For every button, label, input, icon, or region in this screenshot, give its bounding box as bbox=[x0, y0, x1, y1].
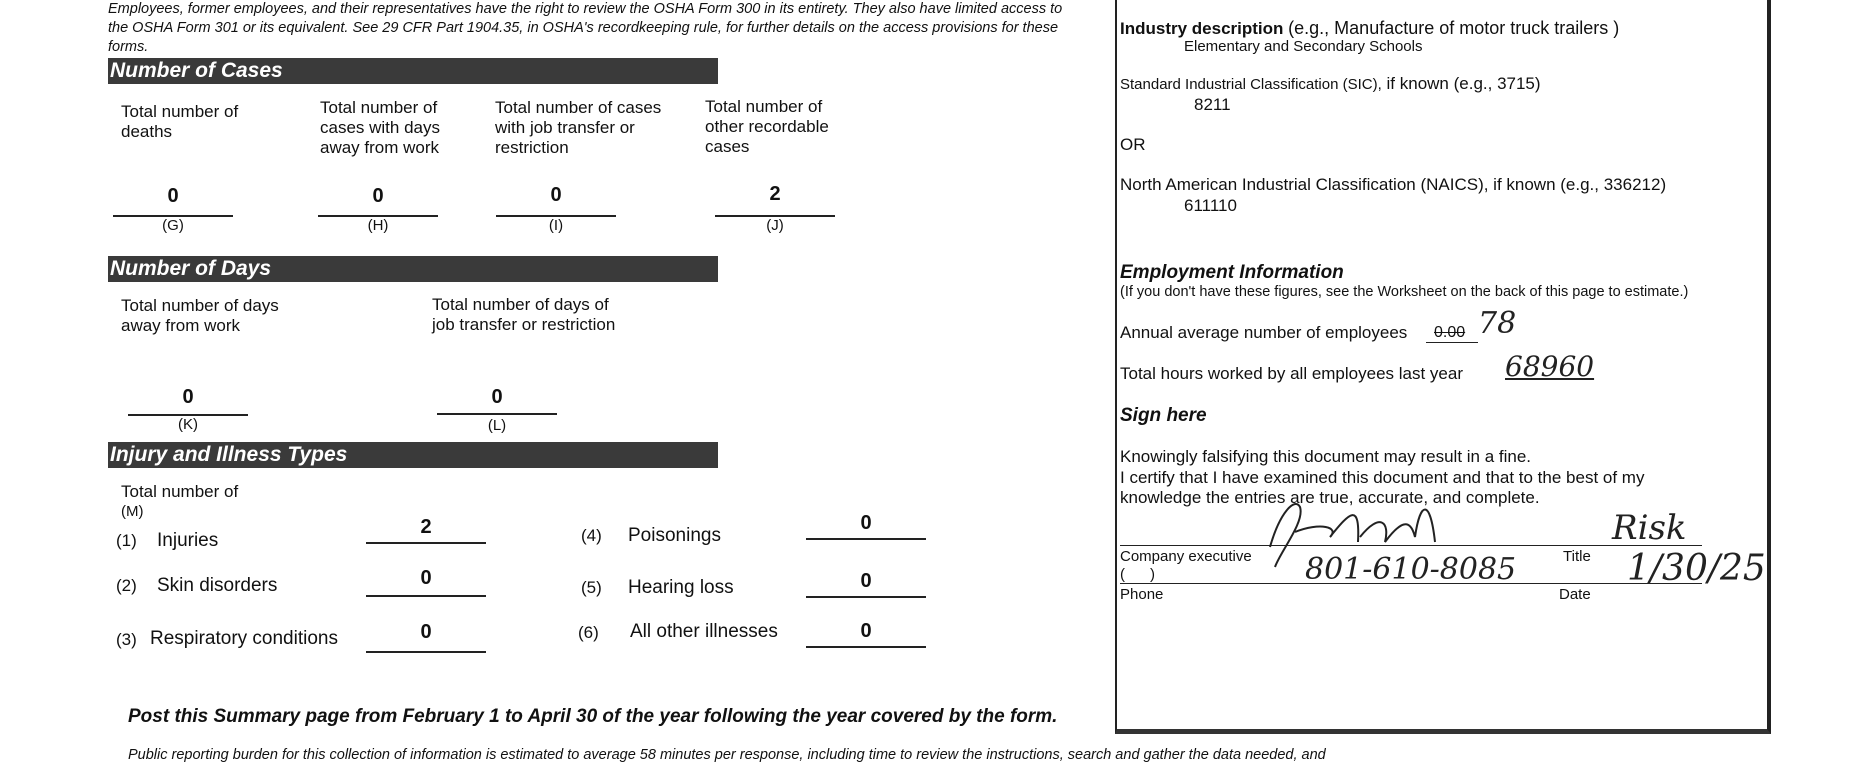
days-transfer-line bbox=[437, 413, 557, 415]
naics-value: 611110 bbox=[1184, 196, 1237, 215]
other-illnesses-label: All other illnesses bbox=[630, 621, 778, 642]
burden-statement: Public reporting burden for this collection of information is estimated to average 58 minutes per response, including time to review the instructions, search and gather the data needed, and bbox=[128, 747, 1326, 763]
industry-value: Elementary and Secondary Schools bbox=[1184, 38, 1423, 55]
section-header-types: Injury and Illness Types bbox=[108, 442, 718, 468]
days-transfer-label: Total number of days of job transfer or restriction bbox=[432, 295, 616, 334]
access-notice: Employees, former employees, and their representatives have the right to review the OSHA Form 300 in its entirety. They also have limited access to the OSHA Form 301 or its equivalent. See 29 CFR Part 1904.35, in OSHA's recordkeeping rule, for further details on the access provisions for these forms. bbox=[108, 1, 1063, 55]
industry-description-row bbox=[1120, 18, 1619, 39]
job-transfer-cases-value: 0 bbox=[550, 184, 562, 206]
sic-value: 8211 bbox=[1194, 95, 1231, 114]
naics-label: North American Industrial Classification (NAICS), if known (e.g., 336212) bbox=[1120, 175, 1667, 194]
type-num-1: (1) bbox=[116, 531, 137, 550]
job-transfer-cases-label: Total number of cases with job transfer or restriction bbox=[495, 98, 662, 157]
title-handwritten: Risk bbox=[1612, 508, 1687, 548]
date-handwritten: 1/30/25 bbox=[1627, 548, 1766, 589]
letter-k: (K) bbox=[178, 416, 198, 433]
employment-info-title: Employment Information bbox=[1120, 262, 1344, 283]
skin-disorders-line bbox=[366, 595, 486, 597]
falsify-warning: Knowingly falsifying this document may result in a fine. bbox=[1120, 447, 1532, 466]
injuries-label: Injuries bbox=[157, 530, 219, 551]
injuries-line bbox=[366, 542, 486, 544]
phone-label: Phone bbox=[1120, 586, 1164, 603]
letter-g: (G) bbox=[162, 217, 184, 234]
annual-employees-handwritten: 78 bbox=[1478, 306, 1517, 341]
post-notice: Post this Summary page from February 1 to April 30 of the year following the year covered by the form. bbox=[128, 706, 1058, 727]
other-illnesses-value: 0 bbox=[860, 620, 872, 642]
total-hours-label: Total hours worked by all employees last year bbox=[1120, 364, 1463, 383]
letter-l: (L) bbox=[487, 417, 507, 434]
letter-m: (M) bbox=[121, 503, 144, 520]
hearing-loss-value: 0 bbox=[860, 570, 872, 592]
respiratory-label: Respiratory conditions bbox=[150, 628, 338, 649]
type-num-2: (2) bbox=[116, 576, 137, 595]
annual-employees-label: Annual average number of employees bbox=[1120, 323, 1408, 342]
phone-handwritten: 801-610-8085 bbox=[1305, 552, 1517, 587]
total-hours-handwritten: 68960 bbox=[1505, 350, 1595, 383]
or-label: OR bbox=[1120, 135, 1146, 154]
date-label: Date bbox=[1559, 586, 1591, 603]
company-executive-label: Company executive bbox=[1120, 548, 1252, 565]
phone-date-line bbox=[1120, 583, 1702, 584]
days-away-label: Total number of days away from work bbox=[121, 296, 279, 335]
days-transfer-value: 0 bbox=[491, 386, 503, 408]
deaths-label: Total number of deaths bbox=[121, 102, 239, 141]
other-illnesses-line bbox=[806, 646, 926, 648]
days-away-cases-label: Total number of cases with days away from work bbox=[320, 98, 440, 157]
industry-label: Industry description bbox=[1120, 19, 1284, 38]
sic-hint: if known (e.g., 3715) bbox=[1386, 74, 1541, 93]
annual-employees-line bbox=[1426, 342, 1478, 343]
skin-disorders-label: Skin disorders bbox=[157, 575, 278, 596]
types-heading: Total number of bbox=[121, 482, 239, 501]
employment-info-hint: (If you don't have these figures, see the Worksheet on the back of this page to estimate.) bbox=[1120, 284, 1689, 300]
sign-here-title: Sign here bbox=[1120, 405, 1207, 426]
respiratory-value: 0 bbox=[420, 621, 432, 643]
annual-employees-typed: 0.00 bbox=[1434, 324, 1466, 341]
hearing-loss-line bbox=[806, 596, 926, 598]
phone-area-code: ( ) bbox=[1120, 566, 1155, 583]
days-away-cases-value: 0 bbox=[372, 185, 384, 207]
respiratory-line bbox=[366, 651, 486, 653]
deaths-value: 0 bbox=[167, 185, 179, 207]
poisonings-label: Poisonings bbox=[628, 525, 721, 546]
sic-row bbox=[1120, 74, 1541, 95]
industry-hint: (e.g., Manufacture of motor truck trailers ) bbox=[1288, 18, 1620, 38]
letter-h: (H) bbox=[367, 217, 389, 234]
injuries-value: 2 bbox=[420, 516, 432, 538]
poisonings-value: 0 bbox=[860, 512, 872, 534]
type-num-5: (5) bbox=[581, 578, 602, 597]
title-label: Title bbox=[1563, 548, 1591, 565]
days-away-value: 0 bbox=[182, 386, 194, 408]
type-num-4: (4) bbox=[581, 526, 602, 545]
letter-i: (I) bbox=[548, 217, 564, 234]
section-header-cases: Number of Cases bbox=[108, 58, 718, 84]
hearing-loss-label: Hearing loss bbox=[628, 577, 734, 598]
other-recordable-label: Total number of other recordable cases bbox=[705, 97, 829, 156]
type-num-6: (6) bbox=[578, 623, 599, 642]
poisonings-line bbox=[806, 538, 926, 540]
certification-text: I certify that I have examined this document and that to the best of my knowledge the entries are true, accurate, and complete. bbox=[1120, 468, 1645, 507]
sic-label: Standard Industrial Classification (SIC), bbox=[1120, 76, 1382, 93]
letter-j: (J) bbox=[766, 217, 784, 234]
skin-disorders-value: 0 bbox=[420, 567, 432, 589]
type-num-3: (3) bbox=[116, 630, 137, 649]
section-header-days: Number of Days bbox=[108, 256, 718, 282]
other-recordable-value: 2 bbox=[769, 183, 781, 205]
